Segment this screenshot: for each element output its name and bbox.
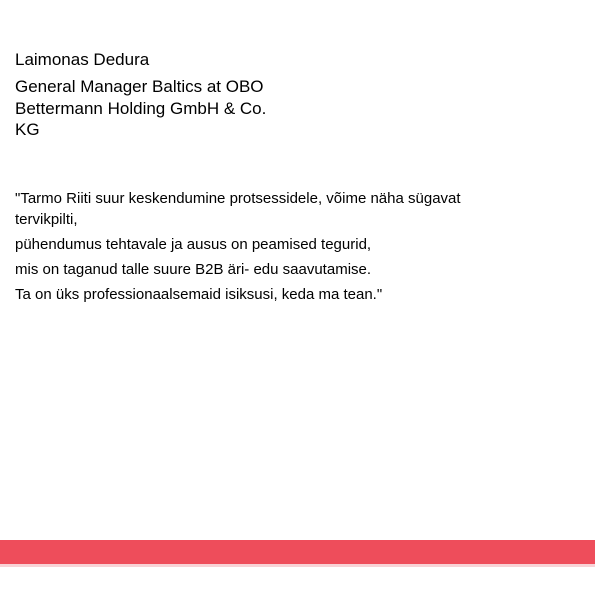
accent-bar (0, 540, 595, 567)
person-title: General Manager Baltics at OBO Bettermann Holding GmbH & Co. KG (15, 77, 267, 139)
quote-line-1: "Tarmo Riiti suur keskendumine protsessidele, võime näha sügavat tervikpilti, (15, 190, 461, 228)
person-name: Laimonas Dedura (15, 50, 150, 69)
quote-line-2: pühendumus tehtavale ja ausus on peamised tegurid, (15, 236, 372, 253)
quote-line-4: Ta on üks professionaalsemaid isiksusi, keda ma tean." (15, 286, 383, 303)
quote-line-3: mis on taganud talle suure B2B äri- edu saavutamise. (15, 261, 372, 278)
testimonial-quote (15, 188, 515, 309)
